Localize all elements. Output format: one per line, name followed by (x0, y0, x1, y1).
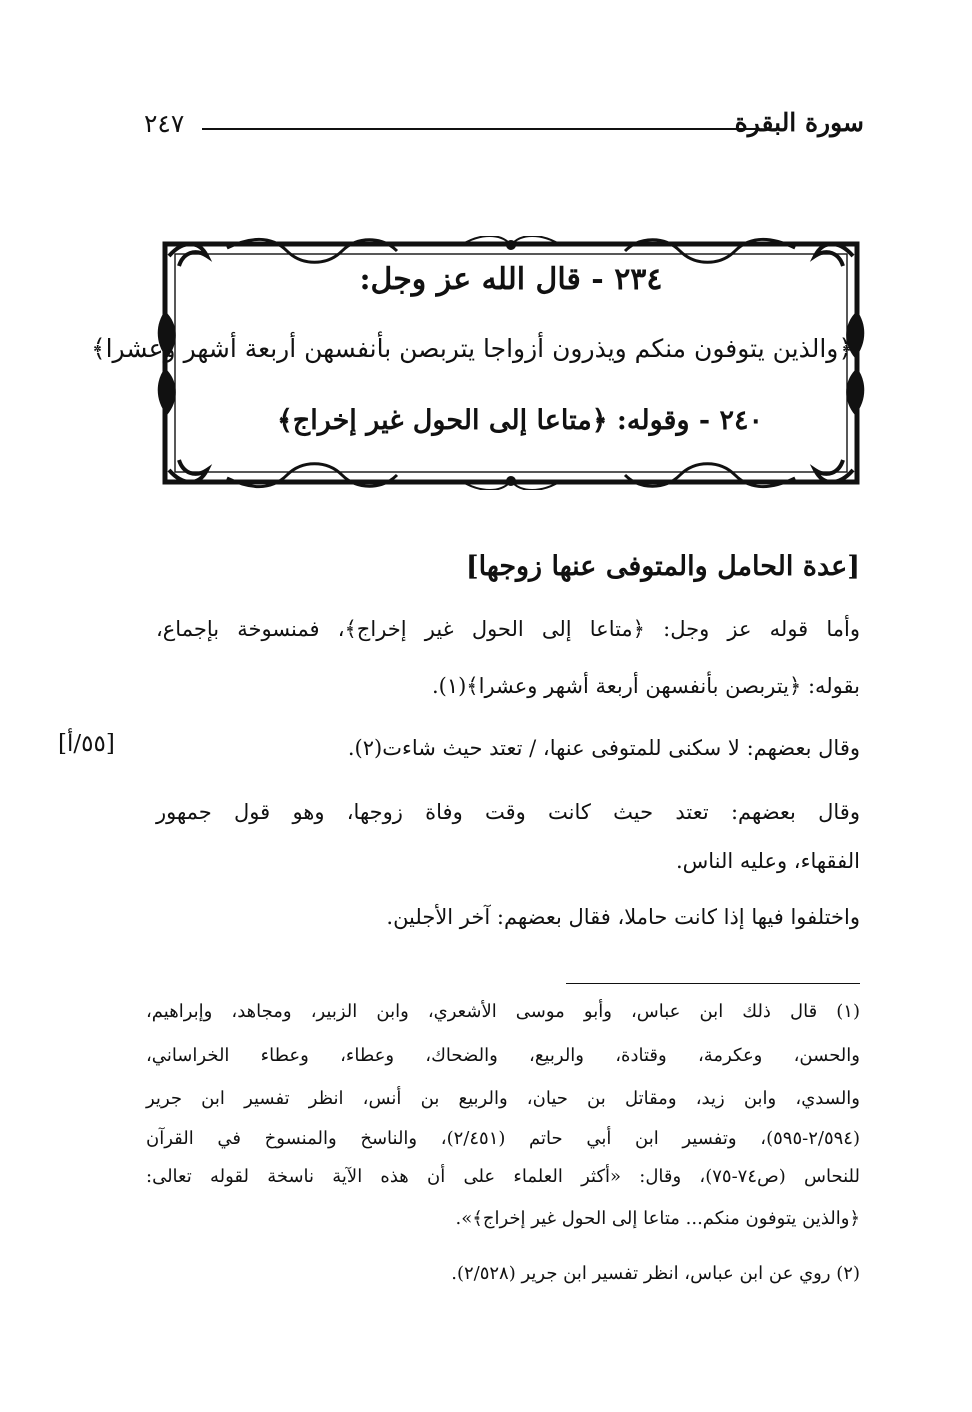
footnote-line-4: (٢/٥٩٤-٥٩٥)، وتفسير ابن أبي حاتم (٢/٤٥١)، والناسخ والمنسوخ في القرآن (146, 1128, 860, 1149)
body-line-4: وقال بعضهم: تعتد حيث كانت وقت وفاة زوجها، وهو قول جمهور (156, 800, 860, 824)
footnote-line-1: (١) قال ذلك ابن عباس، وأبو موسى الأشعري، وابن الزبير، ومجاهد، وإبراهيم، (146, 1001, 860, 1022)
footnote-separator (566, 983, 860, 984)
verse-box (90, 236, 865, 490)
second-verse-reference: ٢٤٠ - وقوله: ﴿متاعا إلى الحول غير إخراج﴾ (276, 405, 764, 436)
footnote-line-3: والسدي، وابن زيد، ومقاتل بن حيان، والربيع بن أنس، انظر تفسير ابن جرير (146, 1088, 860, 1109)
footnote-line-6: ﴿والذين يتوفون منكم... متاعا إلى الحول غير إخراج﴾». (455, 1208, 860, 1229)
section-title: [عدة الحامل والمتوفى عنها زوجها] (465, 551, 860, 582)
header-rule (202, 128, 760, 130)
body-line-3: وقال بعضهم: لا سكنى للمتوفى عنها، / تعتد حيث شاءت(٢). (347, 736, 860, 760)
manuscript-folio-note: [٥٥/أ] (58, 731, 115, 757)
body-line-5: الفقهاء، وعليه الناس. (675, 849, 860, 873)
body-line-2: بقوله: ﴿يتربصن بأنفسهن أربعة أشهر وعشرا﴾(١). (431, 674, 860, 698)
body-line-6: واختلفوا فيها إذا كانت حاملا، فقال بعضهم: آخر الأجلين. (386, 905, 860, 929)
surah-name: سورة البقرة (734, 108, 864, 137)
body-line-1: وأما قوله عز وجل: ﴿متاعا إلى الحول غير إخراج﴾، فمنسوخة بإجماع، (156, 617, 860, 641)
footnote-line-5: للنحاس (ص٧٤-٧٥)، وقال: «أكثر العلماء على أن هذه الآية ناسخة لقوله تعالى: (146, 1166, 860, 1187)
page-number: ٢٤٧ (144, 109, 185, 138)
verse-heading: ٢٣٤ - قال الله عز وجل: (359, 262, 663, 297)
running-header (144, 108, 864, 152)
footnote-line-2: والحسن، وعكرمة، وقتادة، والربيع، والضحاك، وعطاء، وعطاء الخراساني، (146, 1045, 860, 1066)
footnote-line-7: (٢) روي عن ابن عباس، انظر تفسير ابن جرير (٢/٥٢٨). (451, 1263, 860, 1284)
quran-verse: ﴿والذين يتوفون منكم ويذرون أزواجا يتربصن بأنفسهن أربعة أشهر وعشرا﴾ (90, 334, 853, 363)
